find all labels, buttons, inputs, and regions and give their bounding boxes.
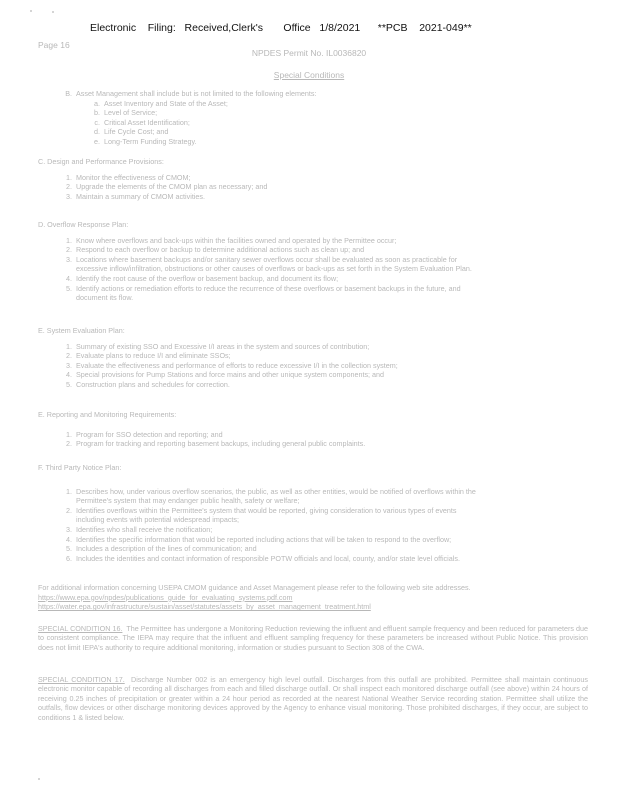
section-e-title: E. System Evaluation Plan: <box>38 326 125 335</box>
list-item-continuation: document its flow. <box>76 293 134 303</box>
list-item-text: Maintain a summary of CMOM activities. <box>76 191 206 201</box>
list-item-number: 5. <box>66 379 72 389</box>
list-item-number: b. <box>94 108 100 118</box>
list-item-text: Identify actions or remediation efforts to reduce the recurrence of these overflows or basement backups in the future, and <box>76 283 461 293</box>
list-item-number: 4. <box>66 273 72 283</box>
section-b-number: B. <box>65 89 72 98</box>
list-item-number: 3. <box>66 254 72 264</box>
reference-link[interactable]: https://water.epa.gov/infrastructure/sustain/asset/statutes/assets_by_asset_management_treatment.html <box>38 602 371 612</box>
list-item-number: 3. <box>66 191 72 201</box>
list-item-text: Includes a description of the lines of communication; and <box>76 544 257 554</box>
list-item-text: Know where overflows and back-ups within the facilities owned and operated by the Permittee occur; <box>76 235 397 245</box>
list-item-number: 1. <box>66 341 72 351</box>
list-item-number: 1. <box>66 429 72 439</box>
special-condition-16 <box>38 624 588 652</box>
list-item-text: Construction plans and schedules for correction. <box>76 379 230 389</box>
section-c <box>38 157 593 201</box>
list-item-number: 1. <box>66 235 72 245</box>
list-item-number: 2. <box>66 351 72 361</box>
list-item-number: 5. <box>66 544 72 554</box>
scan-speck <box>52 11 54 13</box>
list-item-number: e. <box>94 136 100 146</box>
list-item-number: 2. <box>66 182 72 192</box>
special-conditions-heading: Special Conditions <box>273 70 345 80</box>
list-item-number: 2. <box>66 439 72 449</box>
list-item-continuation: including events with potential widespread impacts; <box>76 515 240 525</box>
list-item-text: Evaluate plans to reduce I/I and eliminate SSOs; <box>76 351 231 361</box>
section-b-text: Asset Management shall include but is not limited to the following elements: <box>76 89 317 98</box>
list-item-number: 3. <box>66 524 72 534</box>
reference-link[interactable]: https://www.epa.gov/npdes/publications_guide_for_evaluating_systems.pdf.com <box>38 592 293 602</box>
list-item-number: c. <box>94 117 100 127</box>
list-item-text: Monitor the effectiveness of CMOM; <box>76 172 191 182</box>
section-reporting-title: E. Reporting and Monitoring Requirements: <box>38 410 177 419</box>
electronic-filing-stamp: Electronic Filing: Received,Clerk's Office 1/8/2021 **PCB 2021-049** <box>90 22 472 34</box>
special-condition-17 <box>38 675 588 722</box>
special-condition-16-label: SPECIAL CONDITION 16. <box>38 624 123 633</box>
list-item-text: Program for SSO detection and reporting; and <box>76 429 223 439</box>
list-item-number: 6. <box>66 553 72 563</box>
list-item-number: 1. <box>66 486 72 496</box>
section-b <box>38 89 593 147</box>
page-number: Page 16 <box>38 40 70 50</box>
special-condition-16-text: The Permittee has undergone a Monitoring Reduction reviewing the influent and effluent sample frequency and been reduced for parameters due to consistent compliance. The IEPA may require that the influent and effluent sampling frequency for these parameters be increased without Public Notice. This provision does not limit IEPA's authority to require additional monitoring, information or studies pursuant to Section 308 of the CWA. <box>38 624 588 652</box>
section-e <box>38 326 593 390</box>
list-item-number: d. <box>94 127 100 137</box>
list-item-number: 3. <box>66 360 72 370</box>
list-item-text: Upgrade the elements of the CMOM plan as necessary; and <box>76 182 268 192</box>
list-item-text: Includes the identities and contact information of responsible POTW officials and local, county, and/or state level officials. <box>76 553 460 563</box>
list-item-text: Level of Service; <box>104 108 158 118</box>
list-item-continuation: excessive inflow/infiltration, obstructions or other causes of overflows or back-ups as set forth in the System Evaluation Plan. <box>76 264 472 274</box>
list-item-text: Locations where basement backups and/or sanitary sewer overflows occur shall be evaluated as soon as practicable for <box>76 254 458 264</box>
list-item-text: Identifies who shall receive the notification; <box>76 524 213 534</box>
permit-number: NPDES Permit No. IL0036820 <box>251 48 367 58</box>
further-info <box>38 583 593 612</box>
section-d-title: D. Overflow Response Plan: <box>38 220 129 229</box>
list-item-text: Identify the root cause of the overflow or basement backup, and document its flow; <box>76 273 339 283</box>
list-item-number: 4. <box>66 370 72 380</box>
list-item-text: Special provisions for Pump Stations and force mains and other unique system components; and <box>76 370 385 380</box>
list-item-number: 2. <box>66 505 72 515</box>
list-item-text: Critical Asset Identification; <box>104 117 190 127</box>
section-third-party-title: F. Third Party Notice Plan: <box>38 463 122 472</box>
list-item-number: 1. <box>66 172 72 182</box>
further-info-text: For additional information concerning USEPA CMOM guidance and Asset Management please refer to the following web site addresses. <box>38 583 471 592</box>
list-item-text: Program for tracking and reporting basement backups, including general public complaints. <box>76 439 366 449</box>
list-item-continuation: Permittee's system that may endanger public health, safety or welfare; <box>76 496 300 506</box>
list-item-text: Life Cycle Cost; and <box>104 127 169 137</box>
list-item-text: Respond to each overflow or backup to determine additional actions such as clean up; and <box>76 245 365 255</box>
list-item-text: Long-Term Funding Strategy. <box>104 136 197 146</box>
section-d <box>38 220 593 303</box>
special-condition-17-label: SPECIAL CONDITION 17. <box>38 675 125 684</box>
list-item-number: a. <box>94 98 100 108</box>
scan-speck <box>30 10 32 12</box>
section-c-title: C. Design and Performance Provisions: <box>38 157 164 166</box>
list-item-text: Identifies the specific information that would be reported including actions that will be taken to respond to the overflow; <box>76 534 452 544</box>
list-item-text: Identifies overflows within the Permittee's system that would be reported, giving consideration to various types of events <box>76 505 457 515</box>
list-item-number: 4. <box>66 534 72 544</box>
list-item-number: 5. <box>66 283 72 293</box>
special-condition-17-text: Discharge Number 002 is an emergency high level outfall. Discharges from this outfall are prohibited. Permittee shall maintain continuous electronic monitor capable of recording all discharges from each and filled discharge outfall. Or shall inspect each monitored discharge outfall (see above) within 24 hours of receiving 0.25 inches of precipitation or greater within a 24 hour period as recorded at the nearest National Weather Service recording station. Permittee shall utilize the outfalls, flow devices or other discharge monitoring devices approved by the Agency to enhance visual monitoring. Those prohibited discharges, if they occur, are subject to conditions 1 & listed below. <box>38 675 588 722</box>
list-item-number: 2. <box>66 245 72 255</box>
list-item-text: Describes how, under various overflow scenarios, the public, as well as other entities, would be notified of overflows within the <box>76 486 476 496</box>
section-third-party <box>38 463 593 563</box>
section-reporting <box>38 410 593 449</box>
list-item-text: Evaluate the effectiveness and performance of efforts to reduce excessive I/I in the collection system; <box>76 360 398 370</box>
scan-speck <box>38 778 40 780</box>
list-item-text: Summary of existing SSO and Excessive I/I areas in the system and sources of contribution; <box>76 341 370 351</box>
list-item-text: Asset Inventory and State of the Asset; <box>104 98 228 108</box>
